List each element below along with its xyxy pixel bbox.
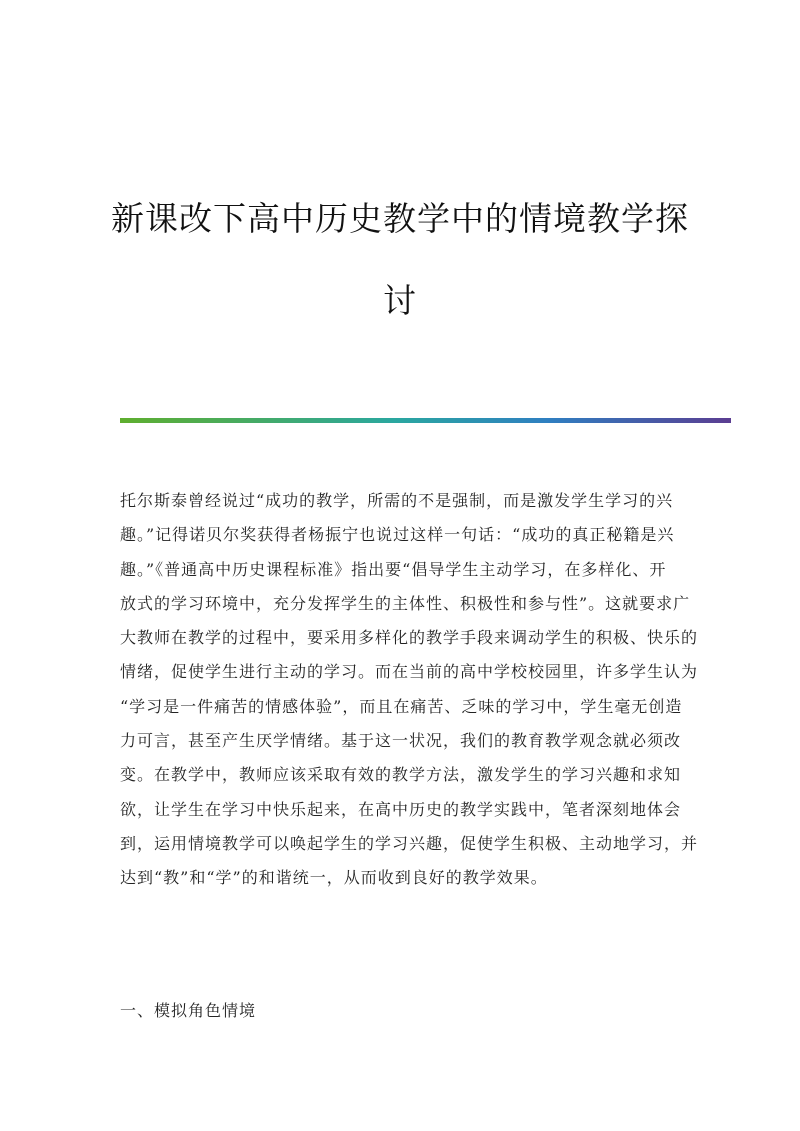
paragraph-line: 欲，让学生在学习中快乐起来，在高中历史的教学实践中，笔者深刻地体会 [120, 799, 682, 819]
paragraph-line: 达到“教”和“学”的和谐统一，从而收到良好的教学效果。 [120, 868, 548, 888]
paragraph-line: 趣。”记得诺贝尔奖获得者杨振宁也说过这样一句话：“成功的真正秘籍是兴 [120, 525, 675, 545]
paragraph-line: 大教师在教学的过程中，要采用多样化的教学手段来调动学生的积极、快乐的 [120, 628, 699, 648]
title-line-1: 新课改下高中历史教学中的情境教学探 [111, 199, 689, 238]
paragraph-line: 变。在教学中，教师应该采取有效的教学方法，激发学生的学习兴趣和求知 [120, 765, 682, 785]
body-paragraph [120, 484, 699, 896]
paragraph-line: 趣。”《普通高中历史课程标准》指出要“倡导学生主动学习，在多样化、开 [120, 559, 667, 579]
paragraph-line: 力可言，甚至产生厌学情绪。基于这一状况，我们的教育教学观念就必须改 [120, 731, 682, 751]
title-line-2: 讨 [383, 281, 417, 320]
paragraph-line: 到，运用情境教学可以唤起学生的学习兴趣，促使学生积极、主动地学习，并 [120, 833, 699, 853]
paragraph-line: 托尔斯泰曾经说过“成功的教学，所需的不是强制，而是激发学生学习的兴 [120, 491, 674, 510]
paragraph-line: 情绪，促使学生进行主动的学习。而在当前的高中学校校园里，许多学生认为 [120, 662, 699, 682]
paragraph-line: “学习是一件痛苦的情感体验”，而且在痛苦、乏味的学习中，学生毫无创造 [120, 696, 683, 716]
gradient-divider [120, 418, 731, 423]
document-title [100, 178, 700, 342]
paragraph-line: 放式的学习环境中，充分发挥学生的主体性、积极性和参与性”。这就要求广 [120, 593, 691, 613]
section-heading: 一、模拟角色情境 [120, 1001, 257, 1020]
